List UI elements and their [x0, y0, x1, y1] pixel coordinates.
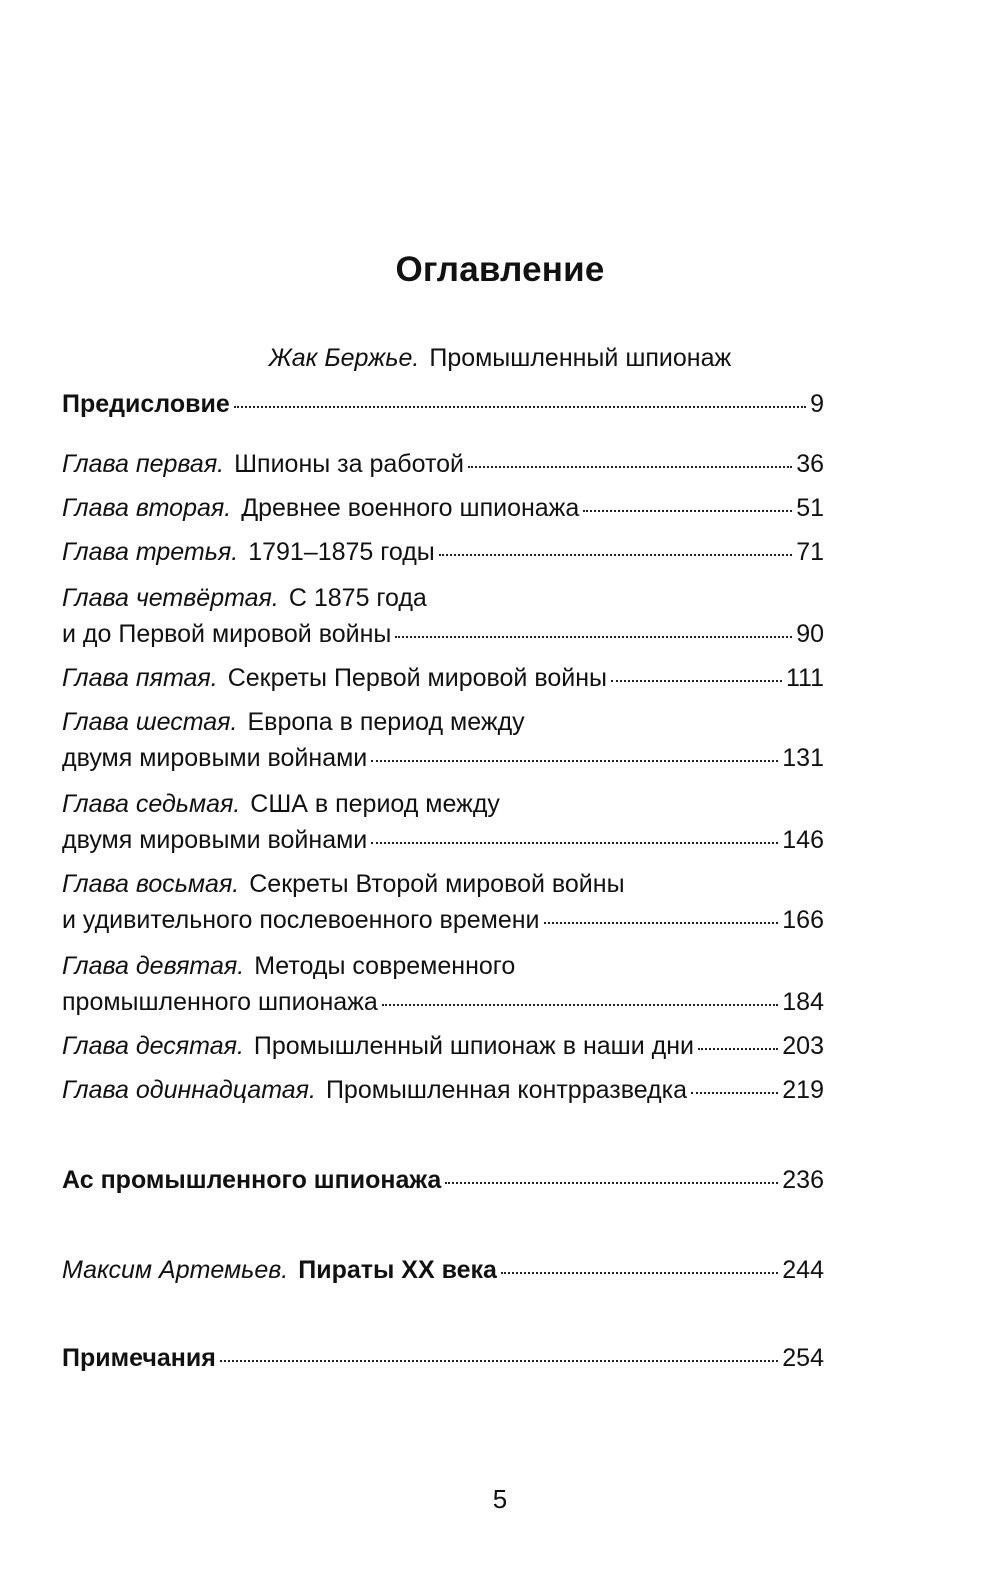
chapter-label: Глава четвёртая. — [62, 584, 279, 612]
page-title: Оглавление — [395, 250, 605, 289]
toc-entry-chapter-8 — [62, 870, 824, 942]
dot-leader — [544, 922, 779, 924]
page-ref: 203 — [782, 1032, 824, 1060]
toc-entry-chapter-7 — [62, 790, 824, 862]
dot-leader — [234, 406, 806, 408]
chapter-label: Глава одиннадцатая. — [62, 1076, 316, 1104]
dot-leader — [439, 554, 792, 556]
toc-entry-notes — [62, 1344, 824, 1380]
chapter-title-cont: промышленного шпионажа — [62, 988, 378, 1016]
dot-leader — [371, 842, 778, 844]
dot-leader — [468, 466, 792, 468]
toc-entry-chapter-10 — [62, 1032, 824, 1068]
page-ref: 9 — [810, 390, 824, 418]
page-ref: 166 — [782, 906, 824, 934]
page-ref: 254 — [782, 1344, 824, 1372]
chapter-label: Глава шестая. — [62, 708, 238, 736]
chapter-title: США в период между — [250, 790, 500, 818]
toc-entry-pirates — [62, 1256, 824, 1292]
chapter-title: 1791–1875 годы — [248, 538, 435, 566]
dot-leader — [501, 1272, 778, 1274]
chapter-label: Глава девятая. — [62, 952, 245, 980]
entry-label: Пираты XX века — [298, 1256, 497, 1284]
dot-leader — [445, 1182, 778, 1184]
entry-label: Ас промышленного шпионажа — [62, 1166, 442, 1194]
chapter-title: С 1875 года — [288, 584, 427, 612]
page-ref: 111 — [785, 664, 824, 692]
dot-leader — [691, 1092, 778, 1094]
chapter-label: Глава вторая. — [62, 494, 232, 522]
chapter-title-cont: двумя мировыми войнами — [62, 744, 368, 772]
page-ref: 71 — [796, 538, 824, 566]
toc-entry-chapter-6 — [62, 708, 824, 780]
chapter-label: Глава первая. — [62, 450, 225, 478]
toc-entry-chapter-4 — [62, 584, 824, 656]
page-number: 5 — [492, 1484, 508, 1514]
chapter-label: Глава седьмая. — [62, 790, 241, 818]
section-author-line — [0, 344, 1000, 373]
chapter-title: Древнее военного шпионажа — [241, 494, 580, 522]
chapter-title: Секреты Первой мировой войны — [227, 664, 607, 692]
chapter-title: Европа в период между — [247, 708, 525, 736]
chapter-title-cont: и удивительного послевоенного времени — [62, 906, 540, 934]
section-work-title: Промышленный шпионаж — [429, 344, 732, 372]
dot-leader — [583, 510, 792, 512]
page-ref: 219 — [782, 1076, 824, 1104]
chapter-title: Шпионы за работой — [234, 450, 464, 478]
page-ref: 90 — [796, 620, 824, 648]
chapter-title: Промышленная контрразведка — [325, 1076, 688, 1104]
chapter-label: Глава восьмая. — [62, 870, 240, 898]
dot-leader — [395, 636, 792, 638]
toc-entry-chapter-5 — [62, 664, 824, 700]
toc-entry-chapter-1 — [62, 450, 824, 486]
chapter-title: Методы современного — [254, 952, 516, 980]
page-ref: 236 — [782, 1166, 824, 1194]
toc-entry-chapter-11 — [62, 1076, 824, 1112]
chapter-title-cont: и до Первой мировой войны — [62, 620, 392, 648]
page-ref: 244 — [782, 1256, 824, 1284]
entry-label: Предисловие — [62, 390, 230, 418]
dot-leader — [371, 760, 778, 762]
dot-leader — [382, 1004, 778, 1006]
chapter-label: Глава десятая. — [62, 1032, 244, 1060]
section-author: Жак Бержье. — [268, 344, 420, 372]
page-ref: 146 — [782, 826, 824, 854]
dot-leader — [611, 680, 782, 682]
toc-entry-chapter-9 — [62, 952, 824, 1024]
chapter-label: Глава третья. — [62, 538, 239, 566]
page-ref: 51 — [796, 494, 824, 522]
page-ref: 36 — [796, 450, 824, 478]
chapter-label: Глава пятая. — [62, 664, 218, 692]
entry-author: Максим Артемьев. — [62, 1256, 289, 1284]
page-ref: 131 — [782, 744, 824, 772]
entry-label: Примечания — [62, 1344, 216, 1372]
chapter-title-cont: двумя мировыми войнами — [62, 826, 368, 854]
toc-entry-ace — [62, 1166, 824, 1202]
chapter-title: Секреты Второй мировой войны — [249, 870, 625, 898]
page-ref: 184 — [782, 988, 824, 1016]
chapter-title: Промышленный шпионаж в наши дни — [253, 1032, 694, 1060]
dot-leader — [220, 1360, 778, 1362]
toc-entry-chapter-2 — [62, 494, 824, 530]
toc-entry-preface — [62, 390, 824, 426]
toc-entry-chapter-3 — [62, 538, 824, 574]
dot-leader — [698, 1048, 778, 1050]
